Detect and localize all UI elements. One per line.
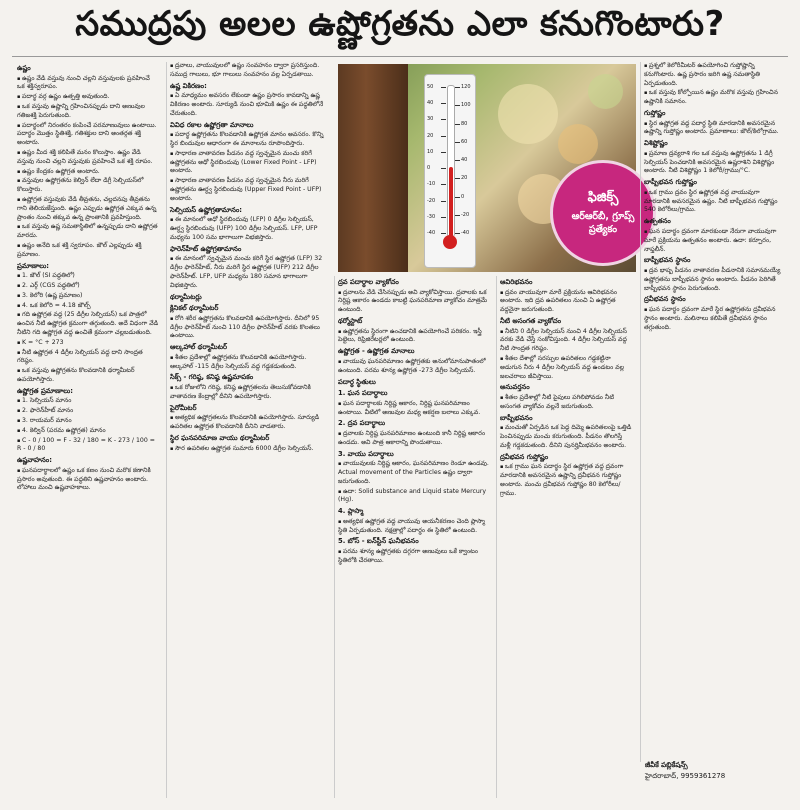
bullet-text: ▪ ద్రవాలను వేడి చేసినప్పుడు అవి వ్యాకోచిస్తాయి. ద్రవాలకు ఒక నిర్దిష్ట ఆకారం ఉండదు కాబట్టి ఘనపరిమాణ వ్యాకోచం మాత్రమే ఉంటుంది. (338, 289, 489, 315)
thermometer-icon (424, 74, 476, 268)
column-5 (640, 62, 790, 762)
section-heading: పైరోమీటర్ (170, 403, 197, 412)
scale-label: 10 (427, 148, 434, 155)
scale-label: 20 (427, 132, 434, 139)
scale-label: 40 (427, 100, 434, 107)
bullet-text: ▪ ఘనపదార్థాలలో ఉష్ణం ఒక కణం నుంచి మరొక కణానికి ప్రసారం అవుతుంది. ఈ పద్ధతిని ఉష్ణవాహనం అంటారు. లోహాలు మంచి ఉష్ణవాహకాలు. (17, 467, 159, 493)
bullet-text: ▪ C - 0 / 100 = F - 32 / 180 = K - 273 / 100 = R - 0 / 80 (17, 437, 159, 455)
bullet-text: ▪ ఘన పదార్థం ద్రవంగా మారకుండా నేరుగా వాయువుగా మారే ప్రక్రియను ఉత్పతనం అంటారు. ఉదా: కర్పూరం, నాఫ్తలీన్. (644, 228, 787, 254)
bullet-text: ▪ ఒక వస్తువు ఉష్ణాన్ని గ్రహించినప్పుడు దాని అణువుల గతిజశక్తి పెరుగుతుంది. (17, 103, 159, 121)
scale-label: 0 (461, 193, 465, 200)
section-heading: బాష్పీభవన స్థానం (644, 256, 691, 265)
scale-label: -20 (461, 211, 470, 218)
bullet-text: ▪ సాధారణ వాతావరణ పీడనం వద్ద స్వచ్ఛమైన నీరు మరిగే ఉష్ణోగ్రతను ఊర్ధ్వ స్థిరబిందువు (Upper Fixed Point - UFP) అంటారు. (170, 177, 327, 203)
scale-tick (441, 233, 446, 234)
bullet-text: ▪ గది ఉష్ణోగ్రత వద్ద (25 డిగ్రీల సెల్సియస్) ఒక పాత్రలో ఉంచిన నీటి ఉష్ణోగ్రత క్రమంగా తగ్గుతుంది. అదే విధంగా వేడి నీటిని గది ఉష్ణోగ్రత వద్ద ఉంచితే క్రమంగా చల్లబడుతుంది. (17, 311, 159, 337)
bullet-text: ▪ ఒక గ్రాము ఘన పదార్థం స్థిర ఉష్ణోగ్రత వద్ద ద్రవంగా మారడానికి అవసరమైన ఉష్ణాన్ని ద్రవీభవన గుప్తోష్ణం అంటారు. మంచు ద్రవీభవన గుప్తోష్ణం 80 కెలోరీలు/గ్రాము. (500, 463, 633, 498)
section-heading: 4. ప్లాస్మా (338, 507, 364, 516)
section-heading: ఉష్ణవాహనం: (17, 456, 52, 465)
bullet-text: ▪ పరమ శూన్య ఉష్ణోగ్రతకు దగ్గరగా అణువులు ఒకే క్వాంటం స్థితిలోకి చేరతాయి. (338, 548, 489, 566)
bullet-text: ▪ ద్రవం వాయువుగా మారే ప్రక్రియను ఆవిరిభవనం అంటారు. ఇది ద్రవ ఉపరితలం నుంచి ఏ ఉష్ణోగ్రత వద్దనైనా జరుగుతుంది. (500, 289, 633, 315)
thermometer-bulb (443, 235, 457, 249)
scale-tick (455, 178, 460, 179)
bullet-text: ▪ ఒక గ్రాము ద్రవం స్థిర ఉష్ణోగ్రత వద్ద వాయువుగా మారడానికి అవసరమైన ఉష్ణం. నీటి బాష్పీభవన గుప్తోష్ణం 540 కెలోరీలు/గ్రాము. (644, 189, 787, 215)
bokeh-light (588, 74, 623, 109)
scale-tick (455, 142, 460, 143)
bullet-text: ▪ 3. కెలోరి (ఉష్ణ ప్రమాణం) (17, 292, 159, 301)
bullet-text: ▪ సాధారణ వాతావరణ పీడనం వద్ద స్వచ్ఛమైన మంచు కరిగే ఉష్ణోగ్రతను అధో స్థిరబిందువు (Lower Fixed Point - LFP) అంటారు. (170, 150, 327, 176)
bullet-text: ▪ ప్రమాణ ద్రవ్యరాశి గల ఒక వస్తువు ఉష్ణోగ్రతను 1 డిగ్రీ సెల్సియస్ పెంచడానికి అవసరమైన ఉష్ణరాశిని విశిష్టోష్ణం అంటారు. నీటి విశిష్టోష్ణం 1 కెలోరీ/గ్రాము/°C. (644, 150, 787, 176)
scale-label: 30 (427, 116, 434, 123)
bullet-text: ▪ 3. రాయమర్ మానం (17, 417, 159, 426)
scale-label: 100 (461, 102, 471, 109)
bokeh-light (498, 84, 558, 144)
scale-label: 50 (427, 84, 434, 90)
scale-tick (455, 160, 460, 161)
bullet-text: ▪ అత్యధిక ఉష్ణోగ్రత వద్ద వాయువు అయనీకరణం చెంది ప్లాస్మా స్థితి ఏర్పడుతుంది. నక్షత్రాల్లో పదార్థం ఈ స్థితిలో ఉంటుంది. (338, 518, 489, 536)
column-3 (334, 276, 492, 798)
scale-label: -40 (461, 230, 470, 236)
section-heading: 5. బోస్ - ఐన్‌స్టీన్ ఘనీభవనం (338, 537, 419, 546)
bullet-text: ▪ ఉష్ణం మీద శక్తి కలిపితే మనం కొలుస్తాం. ఉష్ణం వేడి వస్తువు నుంచి చల్లని వస్తువుకు ప్రవహించే ఒక శక్తి రూపం. (17, 149, 159, 167)
bullet-text: ▪ ద్రవాలు, వాయువులలో ఉష్ణం సంవహనం ద్వారా ప్రసరిస్తుంది. సముద్ర గాలులు, భూ గాలులు సంవహనం వల్ల ఏర్పడతాయి. (170, 62, 327, 80)
bullet-text: ▪ పదార్థ ఉష్ణోగ్రతను కొలవడానికి ఉష్ణోగ్రత మానం అవసరం. కొన్ని స్థిర బిందువుల ఆధారంగా ఈ మానాలను రూపొందిస్తారు. (170, 131, 327, 149)
section-heading: బాష్పీభవనం (500, 413, 533, 422)
bullet-text: ▪ ఒక వస్తువు ఉష్ణ సమతాస్థితిలో ఉన్నప్పుడు దాని ఉష్ణోగ్రత మారదు. (17, 223, 159, 241)
section-heading: ఉష్ణం (17, 64, 31, 72)
bullet-text: ▪ ఈ మానంలో స్వచ్ఛమైన మంచు కరిగే స్థిర ఉష్ణోగ్రత (LFP) 32 డిగ్రీల ఫారెన్‌హీట్, నీరు మరిగే స్థిర ఉష్ణోగ్రత (UFP) 212 డిగ్రీల ఫారెన్‌హీట్. LFP, UFP మధ్యను 180 సమాన భాగాలుగా విభజిస్తారు. (170, 255, 327, 290)
section-heading: ద్రవీభవన గుప్తోష్ణం (500, 452, 549, 461)
section-heading: ఉత్పతనం (644, 217, 671, 226)
author-place: హైదరాబాద్ (645, 771, 677, 780)
bullet-text: ▪ ఒక వస్తువు ఉష్ణోగ్రతను కొలవడానికి థర్మామీటర్ ఉపయోగిస్తారు. (17, 367, 159, 385)
scale-tick (455, 197, 460, 198)
scale-label: -30 (427, 213, 436, 220)
title-divider (12, 56, 788, 57)
section-heading: ప్రమాణాలు: (17, 261, 50, 270)
scale-tick (441, 87, 446, 88)
bullet-text: ▪ సౌర ఉపరితల ఉష్ణోగ్రత సుమారు 6000 డిగ్రీల సెల్సియస్. (170, 445, 327, 454)
badge-special: ప్రత్యేకం (588, 223, 618, 235)
bullet-text: ▪ ఉదా: Solid substance and Liquid state Mercury (Hg). (338, 488, 489, 506)
section-heading: సిక్స్ - గరిష్ఠ, కనిష్ఠ ఉష్ణమాపకం (170, 373, 254, 382)
scale-label: 80 (461, 120, 468, 127)
section-heading: ఉష్ణోగ్రత - ఉష్ణోగ్రత మానాలు (338, 347, 415, 356)
section-heading: అనువర్తనం (500, 383, 530, 392)
bullet-text: ▪ ఉష్ణం అనేది ఒక శక్తి స్వరూపం. జౌల్ ఎల్లప్పుడు శక్తి ప్రమాణం. (17, 242, 159, 260)
scale-label: 60 (461, 138, 468, 145)
bullet-text: ▪ ఉష్ణోగ్రతను స్థిరంగా ఉంచడానికి ఉపయోగించే పరికరం. ఇస్త్రీ పెట్టెలు, రిఫ్రిజిరేటర్లలో ఉంటుంది. (338, 328, 489, 346)
scale-tick (441, 168, 446, 169)
section-heading: విశిష్టోష్ణం (644, 139, 668, 148)
bullet-text: ▪ ఘన పదార్థం ద్రవంగా మారే స్థిర ఉష్ణోగ్రతను ద్రవీభవన స్థానం అంటారు. మలినాలు కలిపితే ద్రవీభవన స్థానం తగ్గుతుంది. (644, 306, 787, 332)
author-credit: జీవీకే పబ్లికేషన్స్ హైదరాబాద్, 9959361278 (645, 760, 790, 781)
scale-label: 120 (461, 84, 471, 90)
bullet-text: ▪ ఏ మాధ్యమం అవసరం లేకుండా ఉష్ణం ప్రసారం కావడాన్ని ఉష్ణ వికిరణం అంటారు. సూర్యుడి నుంచి భూమికి ఉష్ణం ఈ పద్ధతిలోనే చేరుతుంది. (170, 92, 327, 118)
section-heading: క్లినికల్ థర్మామీటర్ (170, 304, 219, 313)
section-heading: ఉష్ణోగ్రత ప్రమాణాలు: (17, 386, 73, 395)
badge-exams: ఆర్‌ఆర్‌బీ, గ్రూప్స్ (571, 210, 635, 222)
scale-tick (441, 217, 446, 218)
badge-subject: ఫిజిక్స్ (587, 189, 619, 205)
scale-tick (441, 136, 446, 137)
mercury-column (449, 167, 453, 237)
bullet-text: ▪ 4. ఒక కెలోరి = 4.18 జౌల్స్ (17, 302, 159, 311)
section-heading: స్థిర ఘనపరిమాణ వాయు థర్మామీటర్ (170, 433, 270, 442)
bullet-text: ▪ స్థిర ఉష్ణోగ్రత వద్ద పదార్థ స్థితి మారడానికి అవసరమైన ఉష్ణాన్ని గుప్తోష్ణం అంటారు. ప్రమాణాలు: జౌల్/కిలోగ్రాము. (644, 120, 787, 138)
bullet-text: ▪ ఉష్ణం వేడి వస్తువు నుంచి చల్లని వస్తువులకు ప్రవహించే ఒక శక్తిస్వరూపం. (17, 75, 159, 93)
scale-label: 40 (461, 157, 468, 163)
bullet-text: ▪ ద్రవాలకు నిర్దిష్ట ఘనపరిమాణం ఉంటుంది కానీ నిర్దిష్ట ఆకారం ఉండదు. అవి పాత్ర ఆకారాన్ని పొందుతాయి. (338, 430, 489, 448)
section-heading: 3. వాయు పదార్థాలు (338, 449, 394, 458)
bullet-text: ▪ నీటిని 0 డిగ్రీల సెల్సియస్ నుంచి 4 డిగ్రీల సెల్సియస్ వరకు వేడి చేస్తే సంకోచిస్తుంది. 4 డిగ్రీల సెల్సియస్ వద్ద నీటి సాంద్రత గరిష్ఠం. (500, 328, 633, 354)
author-name: జీవీకే పబ్లికేషన్స్ (645, 761, 688, 769)
bullet-text: ▪ ఉష్ణోగ్రత వస్తువుకు వేడి తీవ్రతను, చల్లదనపు తీవ్రతను గాని తెలియజేస్తుంది. ఉష్ణం ఎప్పుడు ఉష్ణోగ్రత ఎక్కువ ఉన్న ప్రాంతం నుంచి తక్కువ ఉన్న ప్రాంతానికి ప్రవహిస్తుంది. (17, 196, 159, 222)
bullet-text: ▪ రోగి శరీర ఉష్ణోగ్రతను కొలవడానికి ఉపయోగిస్తారు. దీనిలో 95 డిగ్రీల ఫారెన్‌హీట్ నుంచి 110 డిగ్రీల ఫారెన్‌హీట్ వరకు కొలతలు ఉంటాయి. (170, 315, 327, 341)
bullet-text: ▪ వాయువులకు నిర్దిష్ట ఆకారం, ఘనపరిమాణం రెండూ ఉండవు. Actual movement of the Particles ఉష్ణం ద్వారా జరుగుతుంది. (338, 460, 489, 486)
section-heading: వివిధ రకాల ఉష్ణోగ్రతా మానాలు (170, 120, 254, 129)
scale-tick (441, 103, 446, 104)
bullet-text: ▪ ఉష్ణం కేంద్రకం ఉష్ణోగ్రత అంటారు. (17, 168, 159, 177)
bokeh-light (558, 124, 598, 164)
bullet-text: ▪ ద్రవ భాష్ప పీడనం వాతావరణ పీడనానికి సమానమయ్యే ఉష్ణోగ్రతను బాష్పీభవన స్థానం అంటారు. పీడనం పెరిగితే బాష్పీభవన స్థానం పెరుగుతుంది. (644, 267, 787, 293)
scale-tick (455, 105, 460, 106)
section-heading: సెల్సియస్ ఉష్ణోగ్రతామానం: (170, 205, 243, 214)
bullet-text: ▪ అత్యధిక ఉష్ణోగ్రతలను కొలవడానికి ఉపయోగిస్తారు. సూర్యుడి ఉపరితల ఉష్ణోగ్రత కొలవడానికి దీనిని వాడతారు. (170, 414, 327, 432)
scale-tick (455, 215, 460, 216)
scale-label: -20 (427, 197, 436, 204)
scale-tick (441, 152, 446, 153)
scale-tick (455, 233, 460, 234)
bullet-text: ▪ నీటి ఉష్ణోగ్రత 4 డిగ్రీల సెల్సియస్ వద్ద దాని సాంద్రత గరిష్ఠం. (17, 349, 159, 367)
section-heading: నీటి అసంగత వ్యాకోచం (500, 317, 562, 326)
bullet-text: ▪ శీతల ప్రదేశాల్లో నీటి పైపులు పగిలిపోవడం నీటి అసంగత వ్యాకోచం వల్లనే జరుగుతుంది. (500, 394, 633, 412)
bullet-text: ▪ ప్రశ్నలో కెలోరీమీటర్ ఉపయోగించి గుప్తోష్ణాన్ని కనుగొంటారు. ఉష్ణ ప్రసారం జరిగి ఉష్ణ సమతాస్థితి ఏర్పడుతుంది. (644, 62, 787, 88)
bullet-text: ▪ 1. సెల్సియస్ మానం (17, 397, 159, 406)
page-title: సముద్రపు అలల ఉష్ణోగ్రతను ఎలా కనుగొంటారు? (75, 4, 725, 44)
author-phone: 9959361278 (680, 771, 726, 780)
scale-tick (441, 201, 446, 202)
column-4 (496, 276, 636, 798)
section-heading: 2. ద్రవ పదార్థాలు (338, 419, 386, 428)
section-heading: ఉష్ణ వికిరణం: (170, 81, 207, 90)
bullet-text: ▪ 4. కెల్విన్ (పరమ ఉష్ణోగ్రత) మానం (17, 427, 159, 436)
bullet-text: ▪ మంచుతో ఏర్పడిన ఒక పెద్ద దిమ్మె ఉపరితలంపై ఒత్తిడి పెంచినప్పుడు మంచు కరుగుతుంది. పీడనం తొలగిస్తే మళ్లీ గడ్డకడుతుంది. దీనిని పునర్హిమీభవనం అంటారు. (500, 424, 633, 450)
section-heading: 1. ఘన పదార్థాలు (338, 389, 388, 398)
section-heading: ద్రవీభవన స్థానం (644, 295, 686, 304)
bullet-text: ▪ శీతల దేశాల్లో సరస్సుల ఉపరితలం గడ్డకట్టినా అడుగున నీరు 4 డిగ్రీల సెల్సియస్ వద్ద ఉండటం వల్ల జలచరాలు జీవిస్తాయి. (500, 355, 633, 381)
scale-label: -10 (427, 181, 436, 188)
bullet-text: ▪ 2. ఫారెన్‌హీట్ మానం (17, 407, 159, 416)
bullet-text: ▪ 1. జౌల్ (SI పద్ధతిలో) (17, 272, 159, 281)
scale-label: 0 (427, 165, 431, 172)
section-heading: పదార్థ స్థితులు (338, 377, 376, 386)
section-heading: థర్మామీటర్లు (170, 292, 202, 301)
scale-label: 20 (461, 175, 468, 182)
bullet-text: ▪ వాయువు ఘనపరిమాణం ఉష్ణోగ్రతకు అనులోమానుపాతంలో ఉంటుంది. పరమ శూన్య ఉష్ణోగ్రత -273 డిగ్రీల సెల్సియస్. (338, 358, 489, 376)
bullet-text: ▪ పదార్థంలో నిరంతరం కంపించే పరమాణువులు ఉంటాయి. పదార్థం మొత్తం స్థితిశక్తి, గతిశక్తుల దాని అంతర్గత శక్తి అంటారు. (17, 122, 159, 148)
bullet-text: ▪ 2. ఎర్గ్ (CGS పద్ధతిలో) (17, 282, 159, 291)
bullet-text: ▪ ఘన పదార్థాలకు నిర్దిష్ట ఆకారం, నిర్దిష్ట ఘనపరిమాణం ఉంటాయి. వీటిలో అణువుల మధ్య ఆకర్షణ బలాలు ఎక్కువ. (338, 400, 489, 418)
bullet-text: ▪ ఈ మానంలో అధో స్థిరబిందువు (LFP) 0 డిగ్రీల సెల్సియస్, ఊర్ధ్వ స్థిరబిందువు (UFP) 100 డిగ్రీల సెల్సియస్. LFP, UFP మధ్యను 100 సమ భాగాలుగా విభజిస్తారు. (170, 216, 327, 242)
bullet-text: ▪ ఒక రోజులోని గరిష్ఠ, కనిష్ఠ ఉష్ణోగ్రతలను తెలుసుకోవడానికి వాతావరణ కేంద్రాల్లో దీనిని ఉపయోగిస్తారు. (170, 384, 327, 402)
bullet-text: ▪ వస్తువుల ఉష్ణోగ్రతను కెల్విన్ లేదా డిగ్రీ సెల్సియస్‌లో కొలుస్తారు. (17, 177, 159, 195)
bullet-text: ▪ శీతల ప్రదేశాల్లో ఉష్ణోగ్రతను కొలవడానికి ఉపయోగిస్తారు. ఆల్కహాల్ -115 డిగ్రీల సెల్సియస్ వద్ద గడ్డకడుతుంది. (170, 354, 327, 372)
scale-tick (455, 124, 460, 125)
section-heading: బాష్పీభవన గుప్తోష్ణం (644, 178, 697, 187)
bullet-text: ▪ పదార్థ వర్గ ఉష్ణం ఉత్పత్తి అవుతుంది. (17, 93, 159, 102)
section-heading: ఆల్కహాల్ థర్మామీటర్ (170, 343, 228, 352)
bullet-text: ▪ K = °C + 273 (17, 339, 159, 348)
section-heading: ఆవిరిభవనం (500, 278, 533, 286)
column-2 (166, 62, 330, 798)
scale-label: -40 (427, 230, 436, 236)
section-heading: ఫారెన్‌హీట్ ఉష్ణోగ్రతామానం (170, 244, 242, 253)
section-heading: థర్మోస్టాట్ (338, 317, 363, 326)
scale-tick (441, 119, 446, 120)
section-heading: ద్రవ పదార్థాల వ్యాకోచం (338, 278, 399, 286)
bullet-text: ▪ ఒక వస్తువు కోల్పోయిన ఉష్ణం మరొక వస్తువు గ్రహించిన ఉష్ణానికి సమానం. (644, 89, 787, 107)
scale-tick (455, 87, 460, 88)
column-1 (14, 62, 162, 798)
scale-tick (441, 184, 446, 185)
wooden-post (338, 64, 408, 272)
section-heading: గుప్తోష్ణం (644, 108, 666, 117)
